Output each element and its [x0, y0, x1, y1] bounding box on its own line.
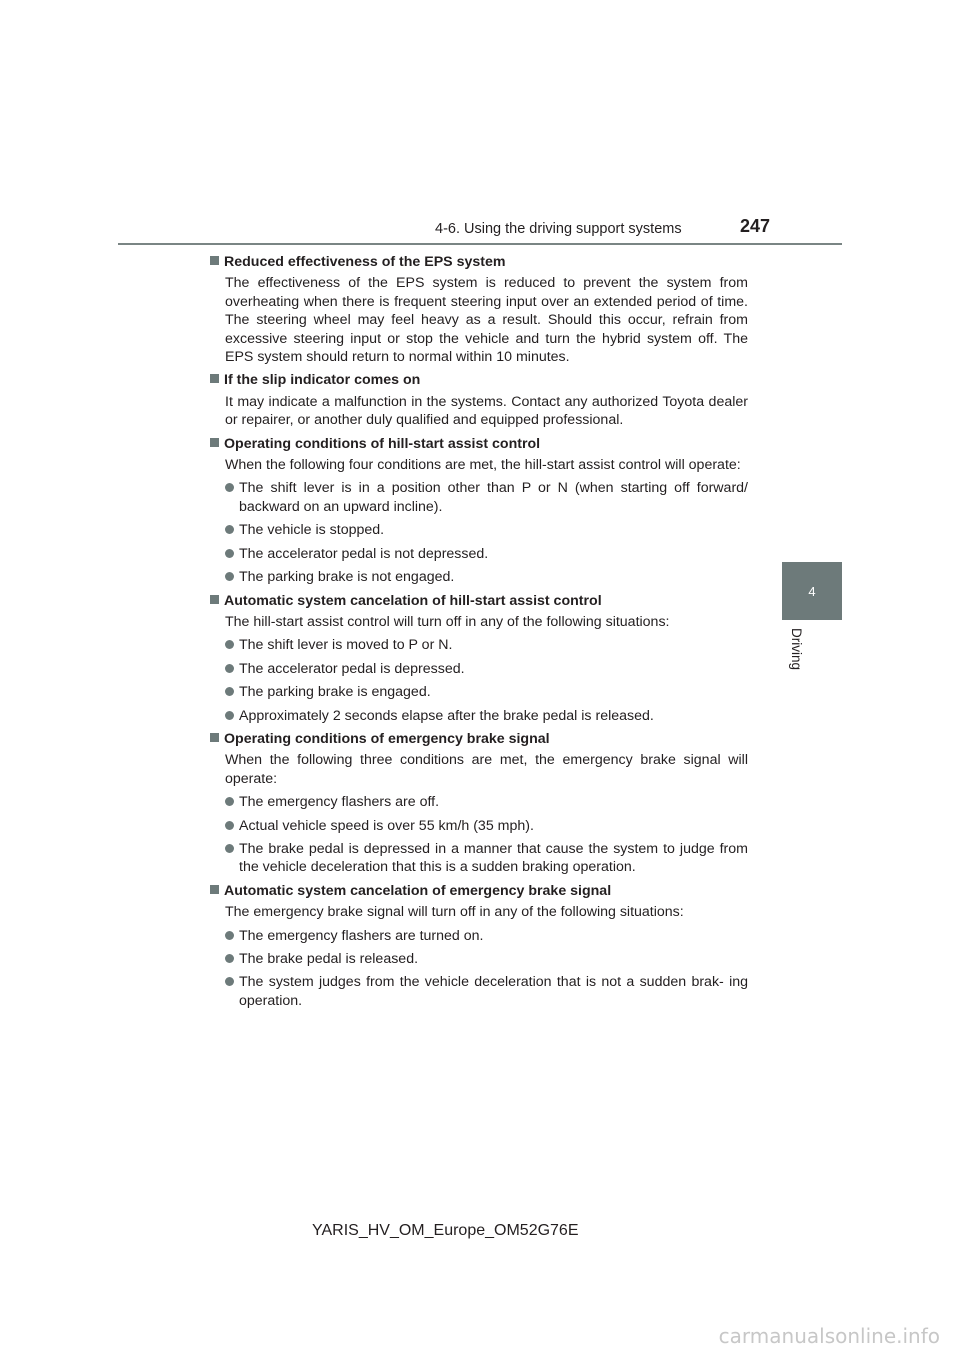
circle-bullet-icon: [225, 821, 234, 830]
circle-bullet-icon: [225, 954, 234, 963]
circle-bullet-icon: [225, 711, 234, 720]
bullet-item: [225, 521, 748, 539]
chapter-number: 4: [808, 583, 816, 599]
bullet-text: The accelerator pedal is depressed.: [239, 660, 465, 677]
circle-bullet-icon: [225, 664, 234, 673]
section-title-text: Automatic system cancelation of hill-start assist control: [224, 592, 602, 609]
circle-bullet-icon: [225, 549, 234, 558]
bullet-text: Actual vehicle speed is over 55 km/h (35 mph).: [239, 817, 534, 834]
bullet-item: [225, 950, 748, 968]
section-title-text: Operating conditions of hill-start assist control: [224, 435, 541, 452]
section-paragraph: When the following three conditions are met, the emergency brake signal will operate:: [225, 752, 748, 787]
bullet-item: [225, 568, 748, 586]
bullet-text: The brake pedal is depressed in a manner that cause the system to judge from the vehicle deceleration that this is a sudden braking operation.: [239, 840, 748, 876]
section-title-text: Reduced effectiveness of the EPS system: [224, 254, 506, 270]
section: [210, 435, 748, 587]
circle-bullet-icon: [225, 483, 234, 492]
bullet-text: The parking brake is not engaged.: [239, 569, 455, 586]
section-title: [210, 882, 748, 900]
section: [210, 730, 748, 877]
square-bullet-icon: [210, 438, 219, 447]
section-title: [210, 371, 748, 389]
bullet-text: The shift lever is moved to P or N.: [239, 637, 453, 654]
document-code: YARIS_HV_OM_Europe_OM52G76E: [312, 1222, 579, 1239]
section-title: [210, 435, 748, 453]
bullet-text: The emergency flashers are turned on.: [239, 927, 484, 944]
bullet-item: [225, 817, 748, 835]
bullet-item: [225, 840, 748, 877]
section: [210, 253, 748, 366]
bullet-text: The brake pedal is released.: [239, 951, 419, 967]
section-paragraph: The hill-start assist control will turn off in any of the following situations:: [225, 613, 670, 630]
square-bullet-icon: [210, 733, 219, 742]
circle-bullet-icon: [225, 797, 234, 806]
bullet-item: [225, 927, 748, 945]
circle-bullet-icon: [225, 844, 234, 853]
watermark: carmanualsonline.info: [718, 1324, 940, 1348]
bullet-text: Approximately 2 seconds elapse after the brake pedal is released.: [239, 707, 654, 724]
bullet-item: [225, 707, 748, 725]
page-content: [210, 253, 748, 1015]
page-number: 247: [740, 216, 771, 236]
circle-bullet-icon: [225, 572, 234, 581]
circle-bullet-icon: [225, 977, 234, 986]
section: [210, 882, 748, 1010]
section-title-text: Automatic system cancelation of emergency brake signal: [224, 882, 612, 899]
section-title: [210, 592, 748, 610]
section-paragraph: When the following four conditions are met, the hill-start assist control will operate:: [225, 457, 741, 474]
header-divider: [118, 243, 842, 245]
square-bullet-icon: [210, 374, 219, 383]
section-header-title: 4-6. Using the driving support systems: [435, 221, 682, 237]
bullet-item: [225, 660, 748, 678]
chapter-tab[interactable]: [782, 562, 842, 620]
circle-bullet-icon: [225, 525, 234, 534]
bullet-text: The shift lever is in a position other than P or N (when starting off forward/ backward on an upward incline).: [239, 480, 748, 515]
square-bullet-icon: [210, 595, 219, 604]
bullet-item: [225, 636, 748, 654]
square-bullet-icon: [210, 256, 219, 265]
circle-bullet-icon: [225, 640, 234, 649]
section: [210, 371, 748, 429]
circle-bullet-icon: [225, 687, 234, 696]
bullet-text: The system judges from the vehicle deceleration that is not a sudden brak- ing operation.: [239, 974, 748, 1009]
section-title: [210, 730, 748, 748]
section: [210, 592, 748, 725]
section-paragraph: It may indicate a malfunction in the systems. Contact any authorized Toyota dealer or repairer, or another duly qualified and equipped professional.: [225, 393, 748, 429]
section-paragraph: The effectiveness of the EPS system is reduced to prevent the system from overheating when there is frequent steering input over an extended period of time. The steering wheel may feel heavy as a result. Should this occur, refrain from excessive steering input or stop the vehicle and turn the hybrid system off. The EPS system should return to normal within 10 minutes.: [225, 275, 748, 366]
section-title-text: If the slip indicator comes on: [224, 372, 421, 389]
bullet-text: The vehicle is stopped.: [239, 522, 385, 539]
chapter-label: Driving: [789, 628, 804, 671]
bullet-text: The emergency flashers are off.: [239, 794, 440, 811]
bullet-text: The accelerator pedal is not depressed.: [239, 545, 489, 562]
section-title: [210, 253, 748, 271]
section-title-text: Operating conditions of emergency brake signal: [224, 730, 550, 747]
section-paragraph: The emergency brake signal will turn off in any of the following situations:: [225, 904, 684, 921]
square-bullet-icon: [210, 885, 219, 894]
circle-bullet-icon: [225, 931, 234, 940]
bullet-item: [225, 973, 748, 1010]
bullet-item: [225, 545, 748, 563]
bullet-item: [225, 683, 748, 701]
bullet-item: [225, 479, 748, 516]
bullet-text: The parking brake is engaged.: [239, 684, 431, 701]
bullet-item: [225, 793, 748, 811]
